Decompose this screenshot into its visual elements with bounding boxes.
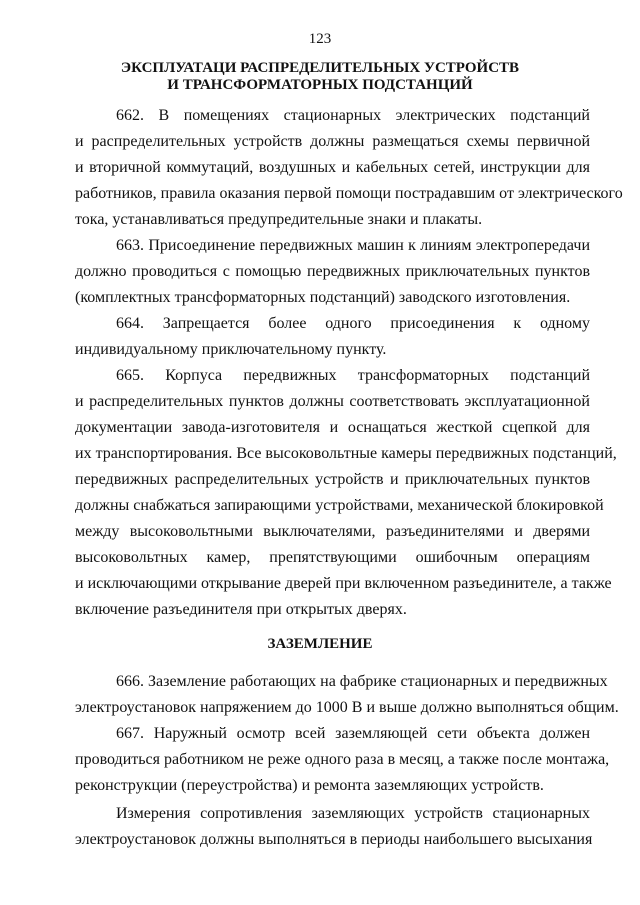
text-line: высоковольтных камер, препятствующими ошибочным операциям [75,549,590,566]
text-line: электроустановок должны выполняться в периоды наибольшего высыхания [75,831,593,848]
text-line: включение разъединителя при открытых дверях. [75,601,407,618]
text-line: 663. Присоединение передвижных машин к линиям электропередачи [116,237,590,254]
text-line: тока, устанавливаться предупредительные знаки и плакаты. [75,211,483,228]
text-line: должно проводиться с помощью передвижных приключательных пунктов [75,263,590,280]
text-line: реконструкции (переустройства) и ремонта заземляющих устройств. [75,777,544,794]
text-line: и распределительных устройств должны размещаться схемы первичной [75,133,590,150]
text-line: 662. В помещениях стационарных электрических подстанций [116,107,590,124]
text-line: 665. Корпуса передвижных трансформаторных подстанций [116,367,590,384]
text-line: Измерения сопротивления заземляющих устройств стационарных [116,805,590,822]
text-line: и распределительных пунктов должны соответствовать эксплуатационной [75,393,590,410]
text-line: (комплектных трансформаторных подстанций) заводского изготовления. [75,289,571,306]
text-line: 664. Запрещается более одного присоединения к одному [116,315,590,332]
text-line: документации завода-изготовителя и оснащаться жесткой сцепкой для [75,419,590,436]
text-line: индивидуальному приключательному пункту. [75,341,387,358]
page-number: 123 [308,31,332,47]
section-heading-line-1: ЭКСПЛУАТАЦИ РАСПРЕДЕЛИТЕЛЬНЫХ УСТРОЙСТВ [120,60,520,76]
subsection-heading: ЗАЗЕМЛЕНИЕ [267,636,373,652]
text-line: передвижных распределительных устройств и приключательных пунктов [75,471,590,488]
text-line: должны снабжаться запирающими устройствами, механической блокировкой [75,497,604,514]
text-line: проводиться работником не реже одного раза в месяц, а также после монтажа, [75,751,610,768]
text-line: и исключающими открывание дверей при включенном разъединителе, а также [75,575,612,592]
text-line: и вторичной коммутаций, воздушных и кабельных сетей, инструкции для [75,159,590,176]
text-line: работников, правила оказания первой помощи пострадавшим от электрического [75,185,623,202]
text-line: 667. Наружный осмотр всей заземляющей сети объекта должен [116,725,590,742]
text-line: их транспортирования. Все высоковольтные камеры передвижных подстанций, [75,445,617,462]
section-heading-line-2: И ТРАНСФОРМАТОРНЫХ ПОДСТАНЦИЙ [167,77,473,93]
section-heading [0,60,640,94]
text-line: электроустановок напряжением до 1000 В и выше должно выполняться общим. [75,699,619,716]
text-line: 666. Заземление работающих на фабрике стационарных и передвижных [116,673,608,690]
text-line: между высоковольтными выключателями, разъединителями и дверями [75,523,590,540]
